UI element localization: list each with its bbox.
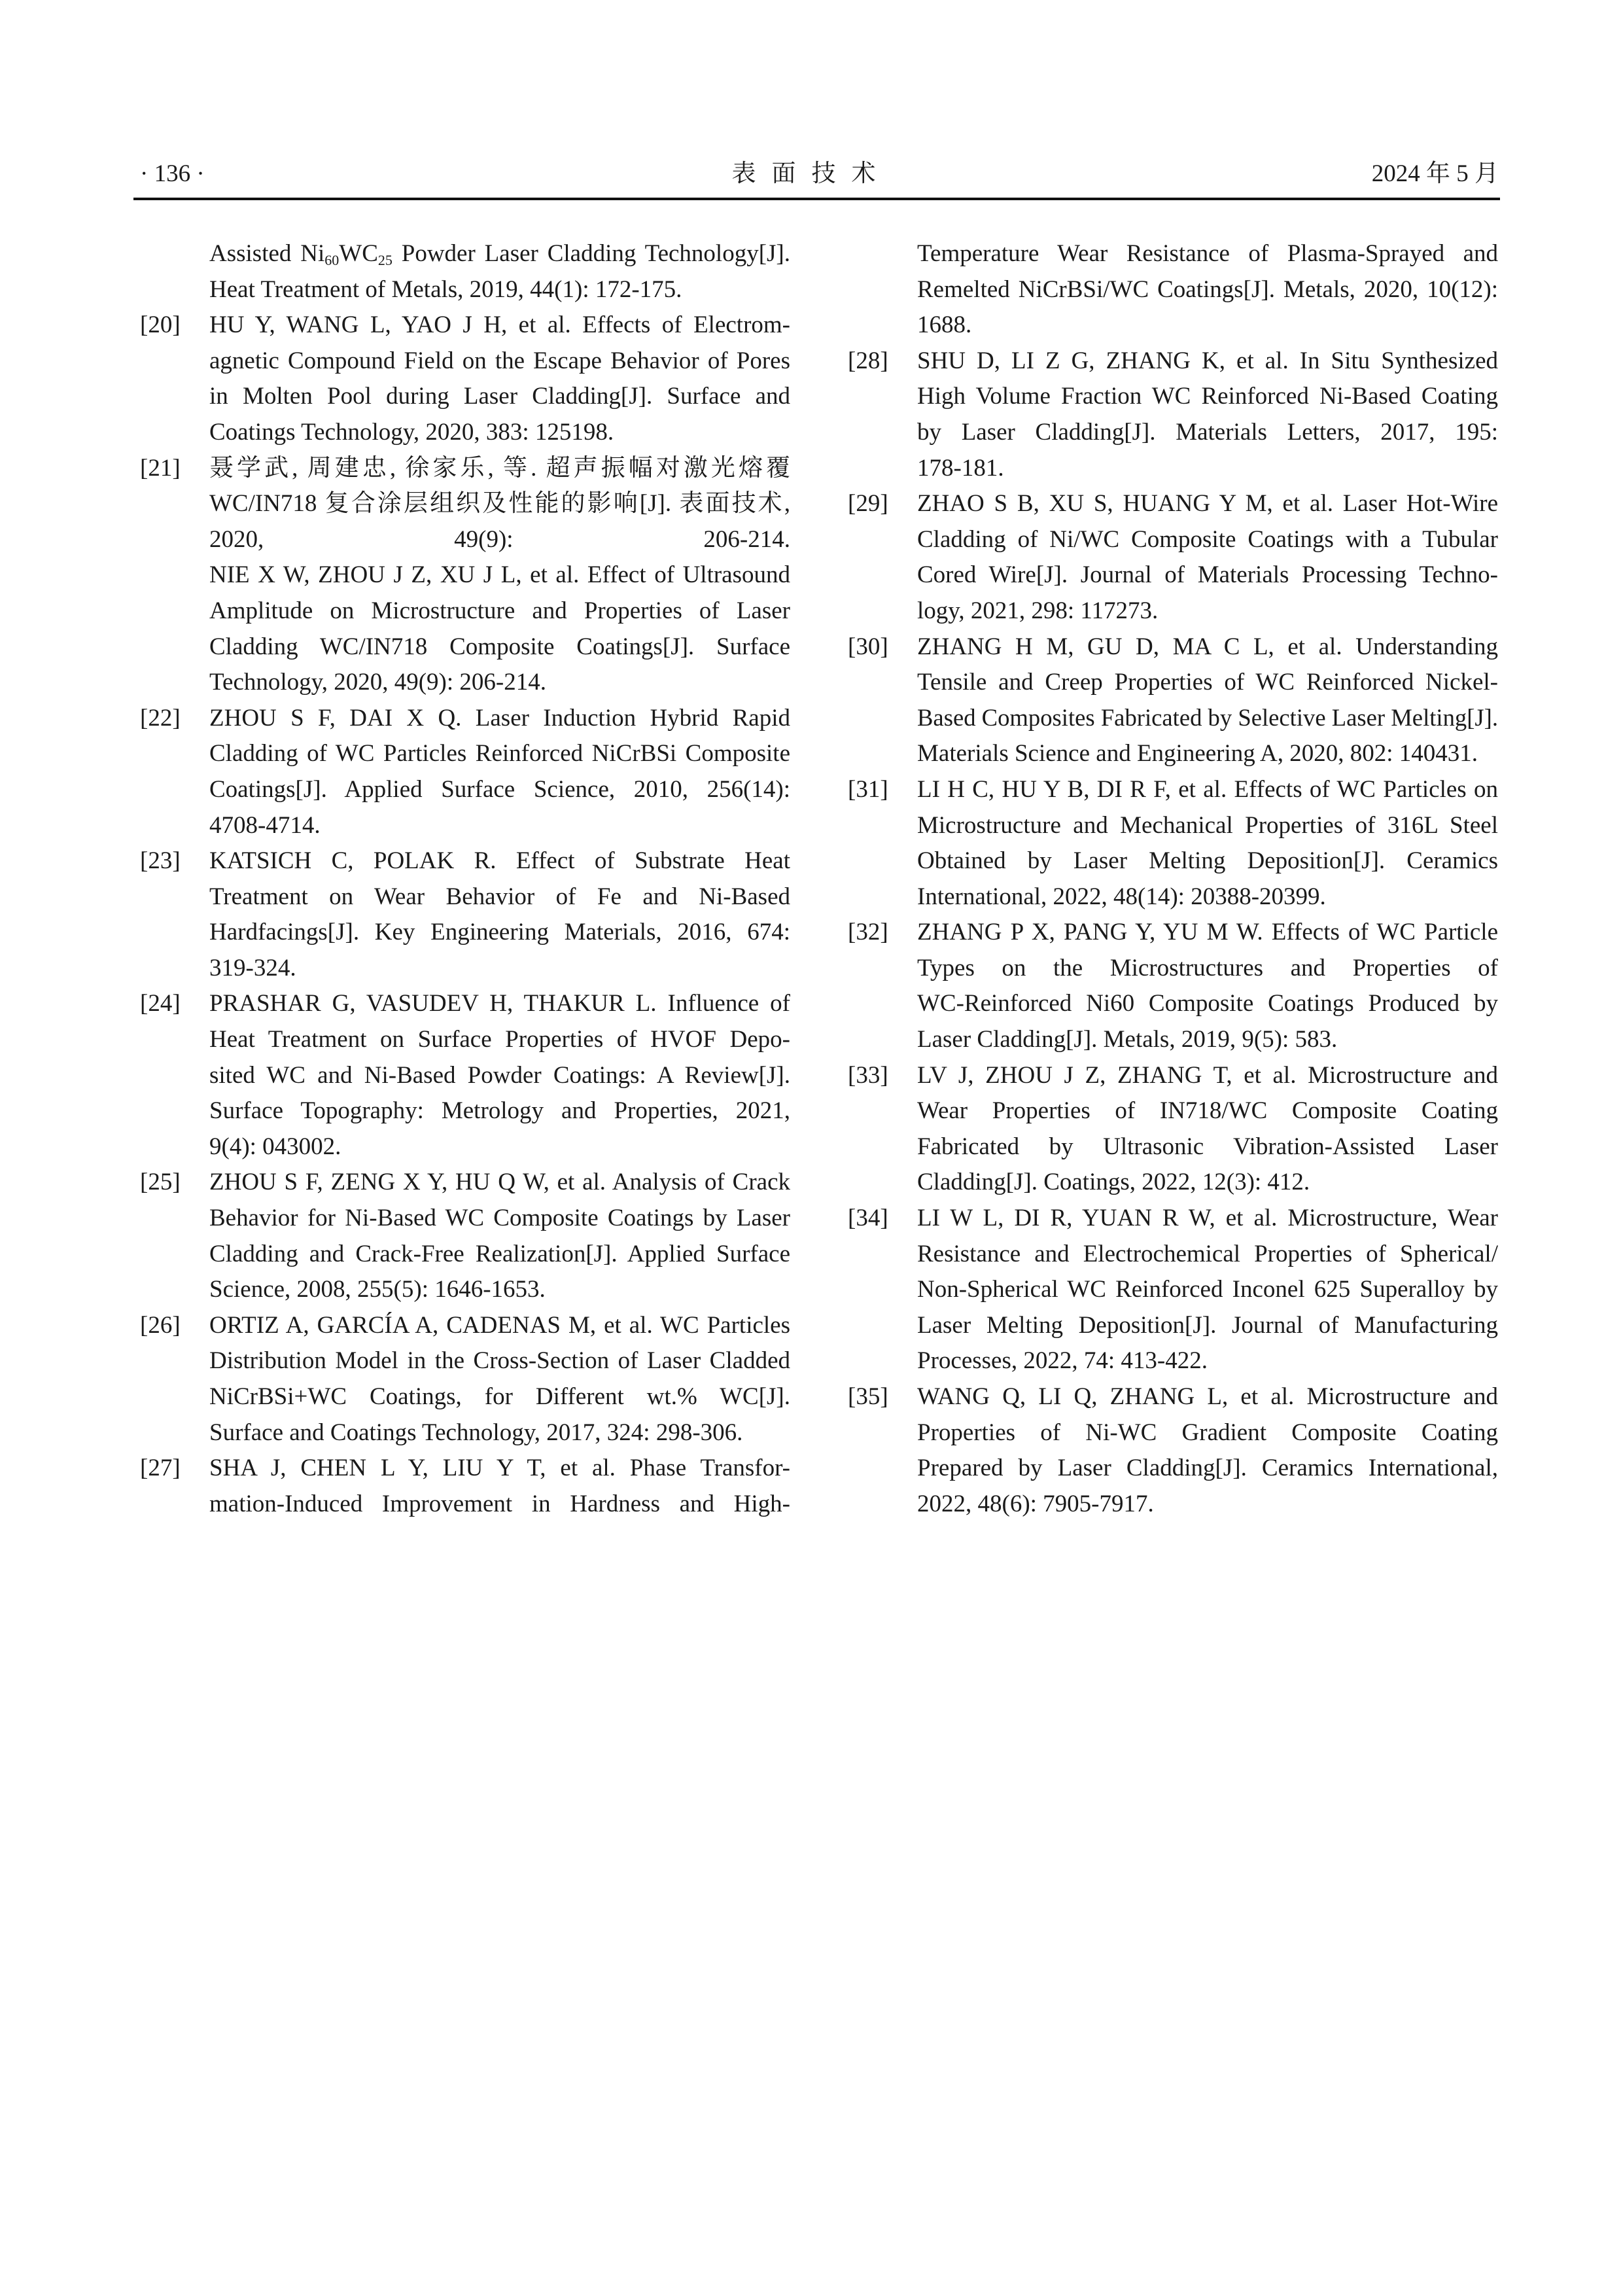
reference-line: Prepared by Laser Cladding[J]. Ceramics International, (917, 1455, 1498, 1482)
reference-line: Technology, 2020, 49(9): 206-214. (209, 669, 546, 696)
reference-line: 319-324. (209, 954, 296, 981)
reference-line: 2022, 48(6): 7905-7917. (917, 1490, 1154, 1517)
reference-line: ZHOU S F, ZENG X Y, HU Q W, et al. Analysis of Crack (209, 1169, 790, 1196)
reference-line: 2020, 49(9): 206-214. (209, 525, 790, 553)
reference-line: Fabricated by Ultrasonic Vibration-Assisted Laser (917, 1133, 1498, 1160)
subscript: 25 (377, 252, 393, 268)
reference-line: SHA J, CHEN L Y, LIU Y T, et al. Phase Transfor- (209, 1455, 790, 1482)
reference-number: [21] (140, 454, 181, 482)
reference-line: 4708-4714. (209, 811, 321, 839)
reference-entry (140, 451, 794, 701)
reference-line: Science, 2008, 255(5): 1646-1653. (209, 1276, 546, 1303)
reference-number: [31] (848, 775, 888, 803)
reference-line: in Molten Pool during Laser Cladding[J]. Surface and (209, 383, 790, 410)
text-segment: WC (339, 240, 378, 267)
reference-line: Amplitude on Microstructure and Properties of Laser (209, 597, 790, 624)
journal-title: 表面技术 (731, 160, 892, 187)
reference-line: Hardfacings[J]. Key Engineering Materials, 2016, 674: (209, 919, 790, 946)
reference-entry (848, 236, 1502, 344)
text-segment: Powder Laser Cladding Technology[J]. (392, 240, 790, 267)
reference-line: PRASHAR G, VASUDEV H, THAKUR L. Influence of (209, 990, 790, 1017)
page-number: · 136 · (140, 160, 205, 187)
reference-entry (848, 486, 1502, 629)
reference-line: Materials Science and Engineering A, 2020, 802: 140431. (917, 740, 1478, 768)
reference-number: [34] (848, 1205, 888, 1232)
reference-line: logy, 2021, 298: 117273. (917, 597, 1159, 624)
reference-line: Cladding and Crack-Free Realization[J]. Applied Surface (209, 1240, 790, 1267)
reference-line: HU Y, WANG L, YAO J H, et al. Effects of Electrom- (209, 311, 790, 339)
reference-line: Laser Melting Deposition[J]. Journal of Manufacturing (917, 1311, 1498, 1339)
reference-line: Tensile and Creep Properties of WC Reinforced Nickel- (917, 669, 1498, 696)
reference-line: LI W L, DI R, YUAN R W, et al. Microstructure, Wear (917, 1205, 1498, 1232)
reference-line: Heat Treatment on Surface Properties of HVOF Depo- (209, 1026, 790, 1053)
reference-entry (848, 772, 1502, 915)
subscript: 60 (324, 252, 340, 268)
reference-line: LI H C, HU Y B, DI R F, et al. Effects of WC Particles on (917, 775, 1498, 803)
reference-entry (848, 1201, 1502, 1379)
reference-line: WC/IN718 复合涂层组织及性能的影响[J]. 表面技术, (209, 490, 790, 518)
reference-number: [20] (140, 311, 181, 339)
reference-column-right (848, 236, 1502, 1522)
reference-line: Behavior for Ni-Based WC Composite Coatings by Laser (209, 1205, 790, 1232)
reference-line: sited WC and Ni-Based Powder Coatings: A Review[J]. (209, 1061, 790, 1089)
reference-line: Surface Topography: Metrology and Properties, 2021, (209, 1097, 790, 1125)
reference-line (209, 236, 790, 272)
reference-column-left (140, 236, 794, 1522)
reference-number: [29] (848, 490, 888, 518)
reference-entry (848, 629, 1502, 772)
reference-line: Obtained by Laser Melting Deposition[J]. Ceramics (917, 847, 1498, 875)
reference-entry (140, 701, 794, 843)
reference-line: Surface and Coatings Technology, 2017, 324: 298-306. (209, 1419, 743, 1446)
reference-line: WC-Reinforced Ni60 Composite Coatings Produced by (917, 990, 1498, 1017)
reference-entry (848, 1058, 1502, 1201)
reference-entry (848, 1379, 1502, 1522)
reference-number: [35] (848, 1383, 888, 1410)
reference-line: ZHANG H M, GU D, MA C L, et al. Understanding (917, 633, 1498, 660)
issue-date: 2024 年 5 月 (1371, 160, 1499, 187)
reference-number: [22] (140, 704, 181, 732)
reference-line: Properties of Ni-WC Gradient Composite Coating (917, 1419, 1498, 1446)
reference-number: [30] (848, 633, 888, 660)
reference-line: Coatings Technology, 2020, 383: 125198. (209, 418, 614, 446)
reference-number: [24] (140, 990, 181, 1017)
reference-entry (848, 915, 1502, 1057)
reference-line: Cored Wire[J]. Journal of Materials Processing Techno- (917, 561, 1498, 589)
reference-line: Cladding[J]. Coatings, 2022, 12(3): 412. (917, 1169, 1310, 1196)
reference-line: Based Composites Fabricated by Selective Laser Melting[J]. (917, 704, 1499, 732)
reference-line: Heat Treatment of Metals, 2019, 44(1): 172-175. (209, 275, 682, 303)
reference-line: SHU D, LI Z G, ZHANG K, et al. In Situ Synthesized (917, 347, 1498, 374)
reference-number: [33] (848, 1061, 888, 1089)
reference-line: KATSICH C, POLAK R. Effect of Substrate Heat (209, 847, 790, 875)
reference-line: Laser Cladding[J]. Metals, 2019, 9(5): 583. (917, 1026, 1338, 1053)
reference-line: NIE X W, ZHOU J Z, XU J L, et al. Effect of Ultrasound (209, 561, 790, 589)
reference-line: Wear Properties of IN718/WC Composite Coating (917, 1097, 1498, 1125)
reference-number: [28] (848, 347, 888, 374)
reference-line: International, 2022, 48(14): 20388-20399. (917, 883, 1326, 910)
reference-line: Resistance and Electrochemical Properties of Spherical/ (917, 1240, 1498, 1267)
reference-entry (140, 308, 794, 450)
reference-number: [27] (140, 1455, 181, 1482)
reference-line: High Volume Fraction WC Reinforced Ni-Based Coating (917, 383, 1498, 410)
reference-line: Microstructure and Mechanical Properties of 316L Steel (917, 811, 1498, 839)
reference-entry (140, 843, 794, 986)
reference-entry (140, 1308, 794, 1451)
reference-entry (848, 344, 1502, 486)
reference-number: [25] (140, 1169, 181, 1196)
reference-line: mation-Induced Improvement in Hardness and High- (209, 1490, 790, 1517)
reference-line: NiCrBSi+WC Coatings, for Different wt.% WC[J]. (209, 1383, 790, 1410)
reference-line: Cladding WC/IN718 Composite Coatings[J]. Surface (209, 633, 790, 660)
reference-line: Remelted NiCrBSi/WC Coatings[J]. Metals, 2020, 10(12): (917, 275, 1498, 303)
reference-line: Types on the Microstructures and Properties of (917, 954, 1498, 981)
reference-line: ZHAO S B, XU S, HUANG Y M, et al. Laser Hot-Wire (917, 490, 1498, 518)
reference-line: Cladding of Ni/WC Composite Coatings with a Tubular (917, 525, 1498, 553)
reference-line: Coatings[J]. Applied Surface Science, 2010, 256(14): (209, 775, 790, 803)
reference-line: Processes, 2022, 74: 413-422. (917, 1347, 1208, 1375)
reference-line: LV J, ZHOU J Z, ZHANG T, et al. Microstructure and (917, 1061, 1498, 1089)
reference-line: 178-181. (917, 454, 1004, 482)
reference-number: [26] (140, 1311, 181, 1339)
header-rule (133, 198, 1500, 200)
reference-line: 9(4): 043002. (209, 1133, 341, 1160)
reference-line: Cladding of WC Particles Reinforced NiCrBSi Composite (209, 740, 790, 768)
reference-line: by Laser Cladding[J]. Materials Letters, 2017, 195: (917, 418, 1498, 446)
reference-entry (140, 986, 794, 1165)
text-segment: Assisted Ni (209, 240, 325, 267)
reference-line: 1688. (917, 311, 972, 339)
reference-line: Non-Spherical WC Reinforced Inconel 625 Superalloy by (917, 1276, 1498, 1303)
reference-line: 聂学武, 周建忠, 徐家乐, 等. 超声振幅对激光熔覆 (209, 454, 790, 482)
reference-entry (140, 1451, 794, 1522)
reference-entry (140, 1165, 794, 1307)
reference-line: ZHOU S F, DAI X Q. Laser Induction Hybrid Rapid (209, 704, 790, 732)
reference-number: [32] (848, 919, 888, 946)
reference-entry (140, 236, 794, 308)
reference-line: Distribution Model in the Cross-Section of Laser Cladded (209, 1347, 790, 1375)
reference-line: agnetic Compound Field on the Escape Behavior of Pores (209, 347, 790, 374)
reference-line: ORTIZ A, GARCÍA A, CADENAS M, et al. WC Particles (209, 1311, 790, 1339)
reference-line: Treatment on Wear Behavior of Fe and Ni-Based (209, 883, 790, 910)
reference-line: WANG Q, LI Q, ZHANG L, et al. Microstructure and (917, 1383, 1498, 1410)
reference-line: Temperature Wear Resistance of Plasma-Sprayed and (917, 240, 1498, 267)
reference-line: ZHANG P X, PANG Y, YU M W. Effects of WC Particle (917, 919, 1498, 946)
reference-number: [23] (140, 847, 181, 875)
